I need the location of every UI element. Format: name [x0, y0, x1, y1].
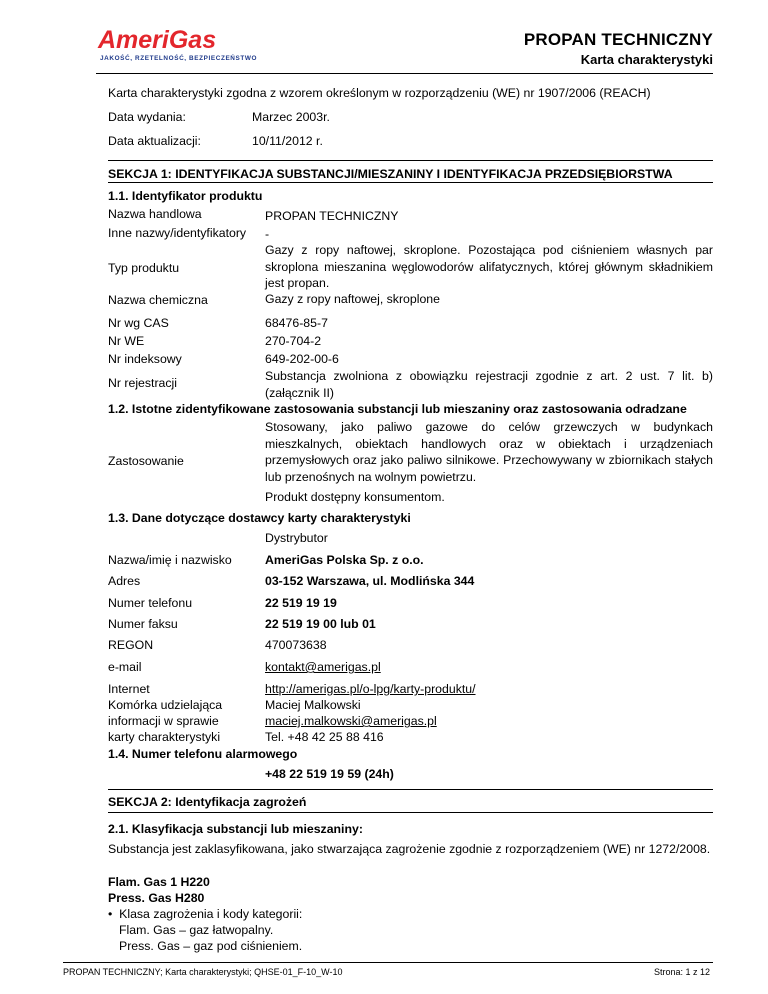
email-link[interactable]: kontakt@amerigas.pl — [265, 660, 381, 674]
footer-doc-id: PROPAN TECHNICZNY; Karta charakterystyki; QHSE-01_F-10_W-10 — [63, 967, 343, 977]
trade-name-value: PROPAN TECHNICZNY — [265, 209, 399, 223]
chem-name-label: Nazwa chemiczna — [108, 293, 208, 307]
regon-label: REGON — [108, 638, 154, 652]
other-names-value: - — [265, 227, 270, 241]
index-value: 649-202-00-6 — [265, 352, 339, 366]
company-name-value: AmeriGas Polska Sp. z o.o. — [265, 553, 424, 567]
footer-rule — [63, 962, 713, 963]
use-value-consumers: Produkt dostępny konsumentom. — [265, 490, 445, 504]
registration-value: Substancja zwolniona z obowiązku rejestracji zgodnie z art. 2 ust. 7 lit. b) (załącznik II) — [265, 369, 713, 400]
phone-value: 22 519 19 19 — [265, 596, 337, 610]
header-divider — [96, 73, 713, 74]
issue-date-value: Marzec 2003r. — [252, 110, 330, 124]
address-value: 03-152 Warszawa, ul. Modlińska 344 — [265, 574, 475, 588]
product-type-label: Typ produktu — [108, 261, 180, 275]
product-type-value: Gazy z ropy naftowej, skroplone. Pozostająca pod ciśnieniem własnych par skroplona mieszanina węglowodorów alifatycznych, której głównym składnikiem jest propan. — [265, 243, 713, 290]
registration-label: Nr rejestracji — [108, 376, 178, 390]
alarm-phone-value: +48 22 519 19 59 (24h) — [265, 767, 394, 781]
amerigas-logo — [96, 24, 276, 64]
s11-title: 1.1. Identyfikator produktu — [108, 189, 263, 203]
internet-label: Internet — [108, 682, 150, 696]
internet-link[interactable]: http://amerigas.pl/o-lpg/karty-produktu/ — [265, 682, 476, 696]
fax-label: Numer faksu — [108, 617, 178, 631]
footer-page-number: Strona: 1 z 12 — [653, 967, 710, 977]
section2-top-rule — [108, 789, 713, 790]
address-label: Adres — [108, 574, 141, 588]
section1-top-rule — [108, 160, 713, 161]
update-date-value: 10/11/2012 r. — [252, 134, 323, 148]
section2-bottom-rule — [108, 812, 713, 813]
reach-statement: Karta charakterystyki zgodna z wzorem określonym w rozporządzeniu (WE) nr 1907/2006 (REACH) — [108, 86, 651, 100]
hazard-class-bullet-text: Klasa zagrożenia i kody kategorii: — [119, 907, 303, 921]
classification-text: Substancja jest zaklasyfikowana, jako stwarzająca zagrożenie zgodnie z rozporządzeniem (WE) nr 1272/2008. — [108, 842, 711, 856]
s14-title: 1.4. Numer telefonu alarmowego — [108, 747, 298, 761]
cas-label: Nr wg CAS — [108, 316, 169, 330]
company-name-label: Nazwa/imię i nazwisko — [108, 553, 232, 567]
bullet-icon: • — [108, 907, 120, 921]
contact-unit-label-line2: informacji w sprawie — [108, 714, 219, 728]
issue-date-label: Data wydania: — [108, 110, 186, 124]
section2-title: SEKCJA 2: Identyfikacja zagrożeń — [108, 795, 307, 809]
section1-title: SEKCJA 1: IDENTYFIKACJA SUBSTANCJI/MIESZANINY I IDENTYFIKACJA PRZEDSIĘBIORSTWA — [108, 167, 673, 181]
distributor-label: Dystrybutor — [265, 531, 328, 545]
logo-wordmark: AmeriGas — [98, 26, 217, 54]
s21-title: 2.1. Klasyfikacja substancji lub mieszaniny: — [108, 822, 363, 836]
hazard-item-flam: Flam. Gas – gaz łatwopalny. — [119, 923, 274, 937]
contact-person-email[interactable]: maciej.malkowski@amerigas.pl — [265, 714, 437, 728]
document-subtitle: Karta charakterystyki — [580, 52, 713, 67]
index-label: Nr indeksowy — [108, 352, 182, 366]
other-names-label: Inne nazwy/identyfikatory — [108, 226, 247, 240]
use-value: Stosowany, jako paliwo gazowe do celów grzewczych w budynkach mieszkalnych, obiektach handlowych oraz w obiektach i urządzeniach przemysłowych oraz jako paliwo silnikowe. Przechowywany w zbiornikach stałych lub przenośnych na wolnym powietrzu. — [265, 420, 713, 484]
document-title: PROPAN TECHNICZNY — [523, 30, 713, 49]
s13-title: 1.3. Dane dotyczące dostawcy karty charakterystyki — [108, 511, 411, 525]
we-label: Nr WE — [108, 334, 145, 348]
update-date-label: Data aktualizacji: — [108, 134, 201, 148]
we-value: 270-704-2 — [265, 334, 322, 348]
hazard-code-2: Press. Gas H280 — [108, 891, 205, 905]
cas-value: 68476-85-7 — [265, 316, 328, 330]
contact-unit-label-line3: karty charakterystyki — [108, 730, 221, 744]
s12-title: 1.2. Istotne zidentyfikowane zastosowania substancji lub mieszaniny oraz zastosowania odradzane — [108, 402, 687, 416]
hazard-code-1: Flam. Gas 1 H220 — [108, 875, 210, 889]
email-label: e-mail — [108, 660, 142, 674]
hazard-item-press: Press. Gas – gaz pod ciśnieniem. — [119, 939, 303, 953]
regon-value: 470073638 — [265, 638, 327, 652]
trade-name-label: Nazwa handlowa — [108, 207, 202, 221]
contact-person-phone: Tel. +48 42 25 88 416 — [265, 730, 384, 744]
fax-value: 22 519 19 00 lub 01 — [265, 617, 376, 631]
hazard-class-bullet-item — [108, 907, 302, 921]
contact-unit-label-line1: Komórka udzielająca — [108, 698, 223, 712]
chem-name-value: Gazy z ropy naftowej, skroplone — [265, 292, 440, 306]
use-label: Zastosowanie — [108, 454, 184, 468]
contact-person-name: Maciej Malkowski — [265, 698, 361, 712]
section1-bottom-rule — [108, 182, 713, 183]
phone-label: Numer telefonu — [108, 596, 193, 610]
logo-tagline: JAKOŚĆ, RZETELNOŚĆ, BEZPIECZEŃSTWO — [100, 55, 258, 62]
